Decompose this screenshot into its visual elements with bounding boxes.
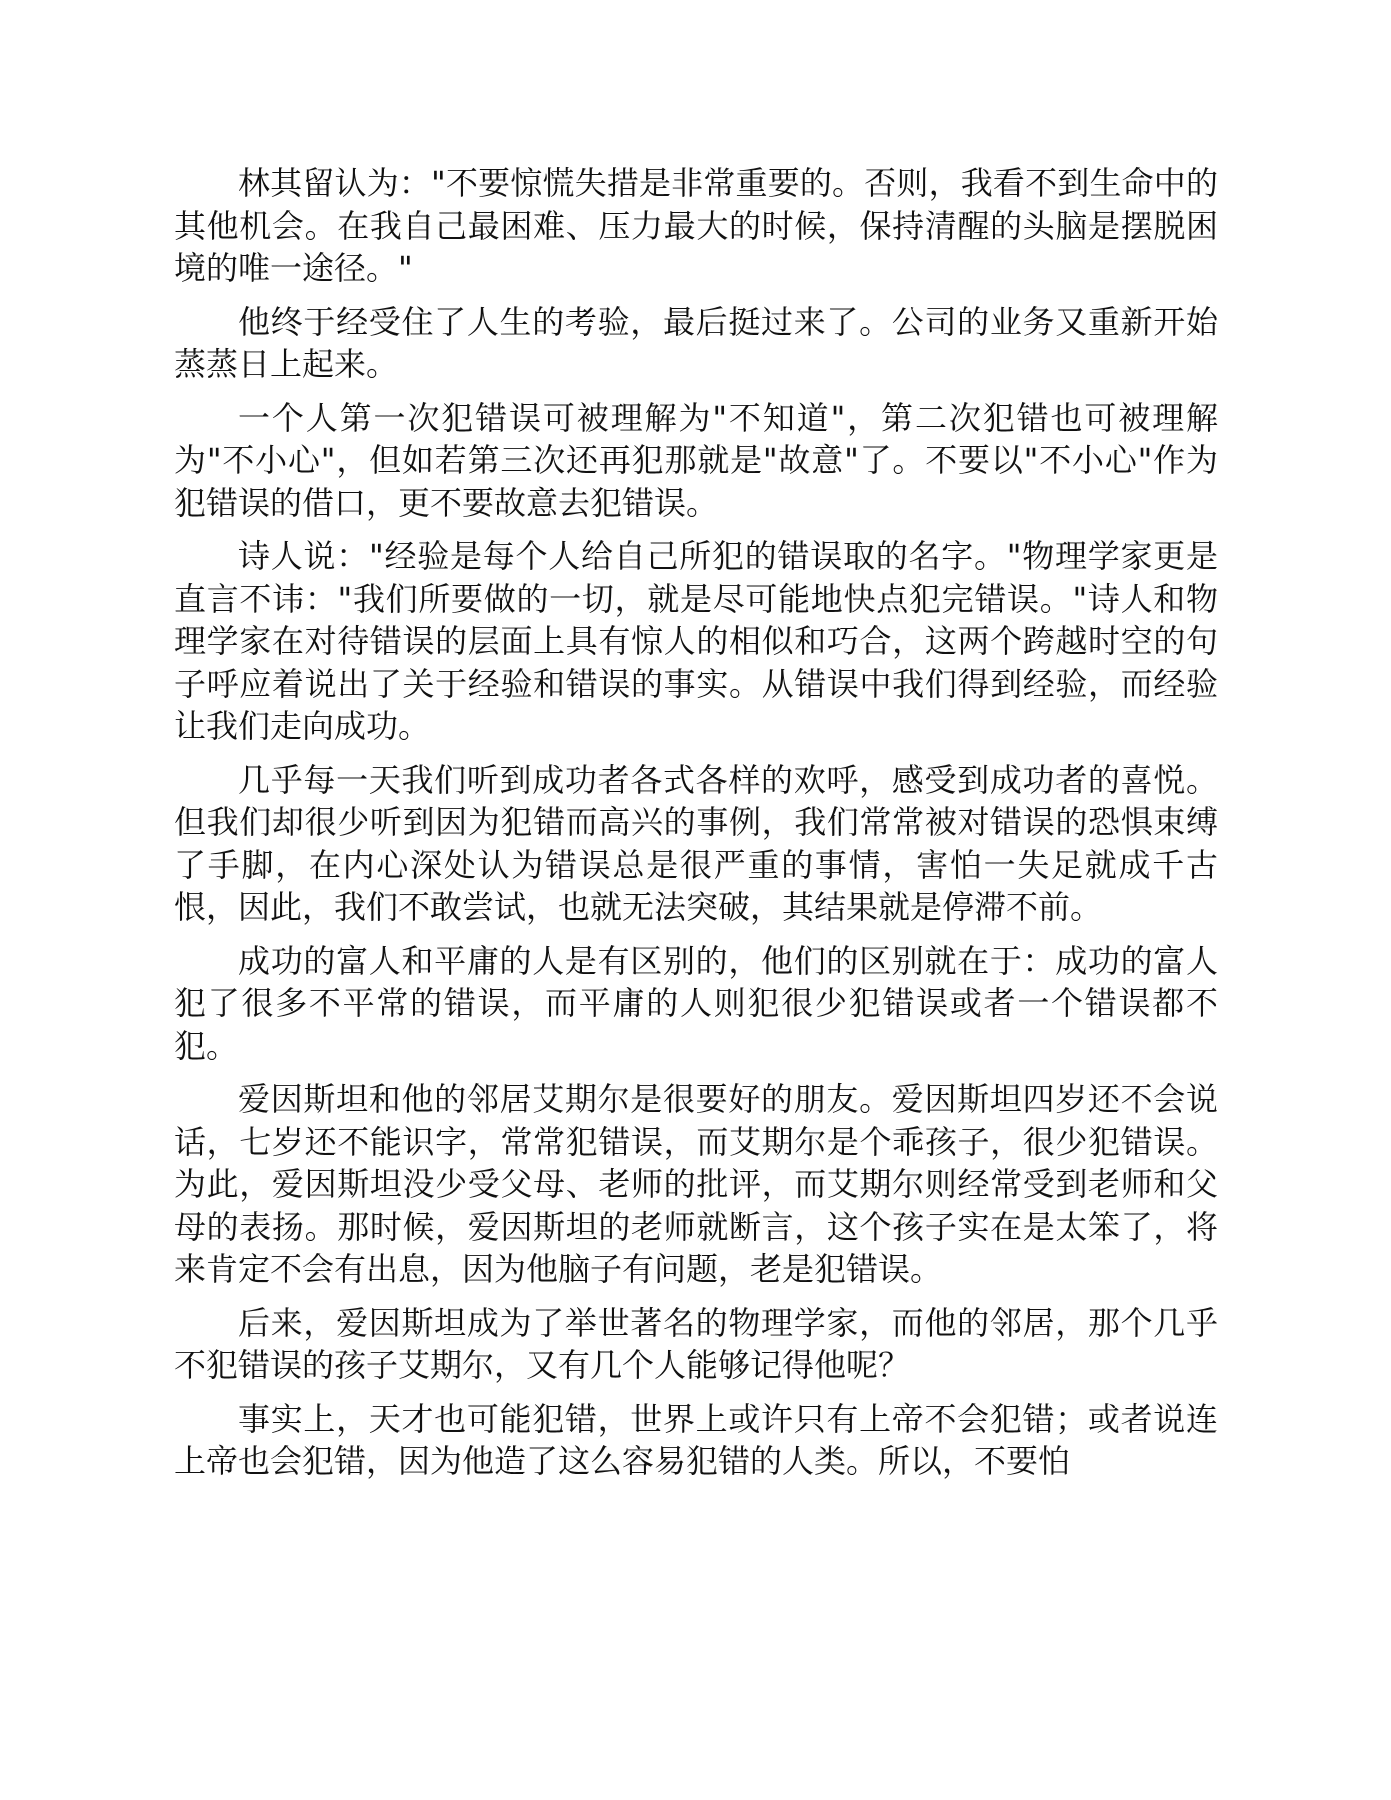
- paragraph-7: 爱因斯坦和他的邻居艾期尔是很要好的朋友。爱因斯坦四岁还不会说话，七岁还不能识字，常常犯错误，而艾期尔是个乖孩子，很少犯错误。为此，爱因斯坦没少受父母、老师的批评，而艾期尔则经常受到老师和父母的表扬。那时候，爱因斯坦的老师就断言，这个孩子实在是太笨了，将来肯定不会有出息，因为他脑子有问题，老是犯错误。: [174, 1080, 1218, 1288]
- paragraph-2: 他终于经受住了人生的考验，最后挺过来了。公司的业务又重新开始蒸蒸日上起来。: [174, 302, 1218, 383]
- paragraph-8: 后来，爱因斯坦成为了举世著名的物理学家，而他的邻居，那个几乎不犯错误的孩子艾期尔，又有几个人能够记得他呢？: [174, 1303, 1218, 1384]
- paragraph-1: 林其留认为："不要惊慌失措是非常重要的。否则，我看不到生命中的其他机会。在我自己最困难、压力最大的时候，保持清醒的头脑是摆脱困境的唯一途径。": [174, 164, 1218, 287]
- document-page: [174, 162, 1218, 1494]
- paragraph-5: 几乎每一天我们听到成功者各式各样的欢呼，感受到成功者的喜悦。但我们却很少听到因为犯错而高兴的事例，我们常常被对错误的恐惧束缚了手脚，在内心深处认为错误总是很严重的事情，害怕一失足就成千古恨，因此，我们不敢尝试，也就无法突破，其结果就是停滞不前。: [174, 760, 1218, 926]
- paragraph-4: 诗人说："经验是每个人给自己所犯的错误取的名字。"物理学家更是直言不讳："我们所要做的一切，就是尽可能地快点犯完错误。"诗人和物理学家在对待错误的层面上具有惊人的相似和巧合，这两个跨越时空的句子呼应着说出了关于经验和错误的事实。从错误中我们得到经验，而经验让我们走向成功。: [174, 537, 1218, 745]
- paragraph-6: 成功的富人和平庸的人是有区别的，他们的区别就在于：成功的富人犯了很多不平常的错误，而平庸的人则犯很少犯错误或者一个错误都不犯。: [174, 941, 1218, 1065]
- paragraph-9: 事实上，天才也可能犯错，世界上或许只有上帝不会犯错；或者说连上帝也会犯错，因为他造了这么容易犯错的人类。所以，不要怕: [174, 1399, 1218, 1480]
- paragraph-3: 一个人第一次犯错误可被理解为"不知道"，第二次犯错也可被理解为"不小心"，但如若第三次还再犯那就是"故意"了。不要以"不小心"作为犯错误的借口，更不要故意去犯错误。: [174, 398, 1218, 522]
